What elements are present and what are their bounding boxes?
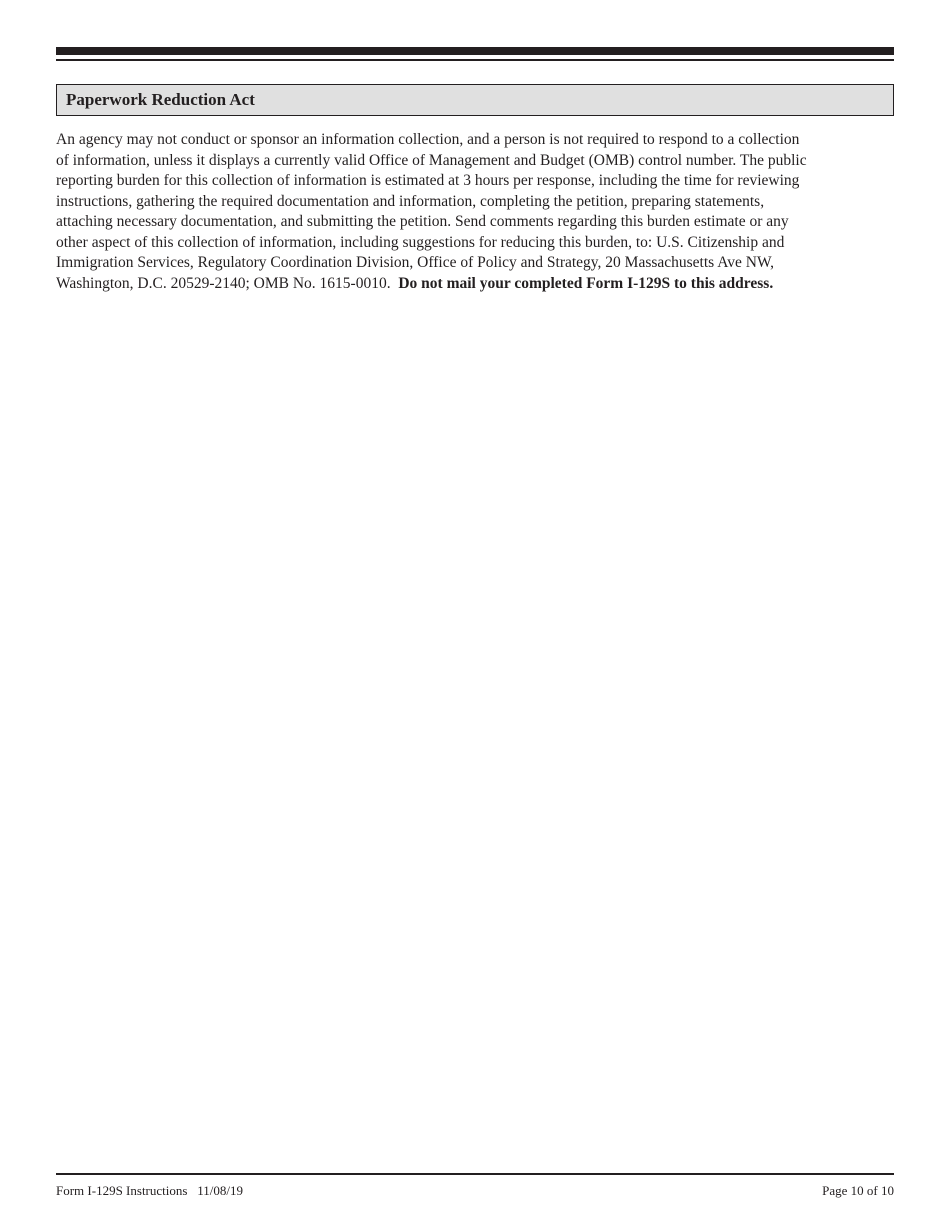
do-not-mail-notice: Do not mail your completed Form I-129S to this address.	[398, 274, 774, 292]
footer-page-number: Page 10 of 10	[822, 1183, 894, 1198]
header-rule-thin	[56, 59, 894, 61]
section-header-box	[56, 84, 894, 116]
header-rule-thick	[56, 47, 894, 55]
paragraph-line: attaching necessary documentation, and submitting the petition. Send comments regarding this burden estimate or any	[56, 213, 789, 230]
paragraph-line: instructions, gathering the required documentation and information, completing the petition, preparing statements,	[56, 192, 765, 210]
paragraph-line: An agency may not conduct or sponsor an information collection, and a person is not required to respond to a collection	[56, 131, 800, 148]
footer-rule	[56, 1173, 894, 1175]
paragraph-line-text: Washington, D.C. 20529-2140; OMB No. 1615-0010.	[56, 274, 399, 292]
paragraph-line: reporting burden for this collection of information is estimated at 3 hours per response, including the time for reviewing	[56, 172, 800, 189]
paperwork-reduction-paragraph	[56, 130, 894, 294]
paragraph-line: of information, unless it displays a currently valid Office of Management and Budget (OMB) control number. The public	[56, 151, 807, 169]
paragraph-line: other aspect of this collection of information, including suggestions for reducing this burden, to: U.S. Citizenship and	[56, 233, 785, 251]
footer-form-name: Form I-129S Instructions	[56, 1183, 188, 1198]
paragraph-line: Immigration Services, Regulatory Coordination Division, Office of Policy and Strategy, 20 Massachusetts Ave NW,	[56, 254, 775, 271]
footer-edition-date: 11/08/19	[197, 1183, 243, 1198]
footer-form-info	[56, 1183, 243, 1199]
paragraph-last-line	[56, 274, 894, 295]
section-title: Paperwork Reduction Act	[66, 90, 255, 109]
